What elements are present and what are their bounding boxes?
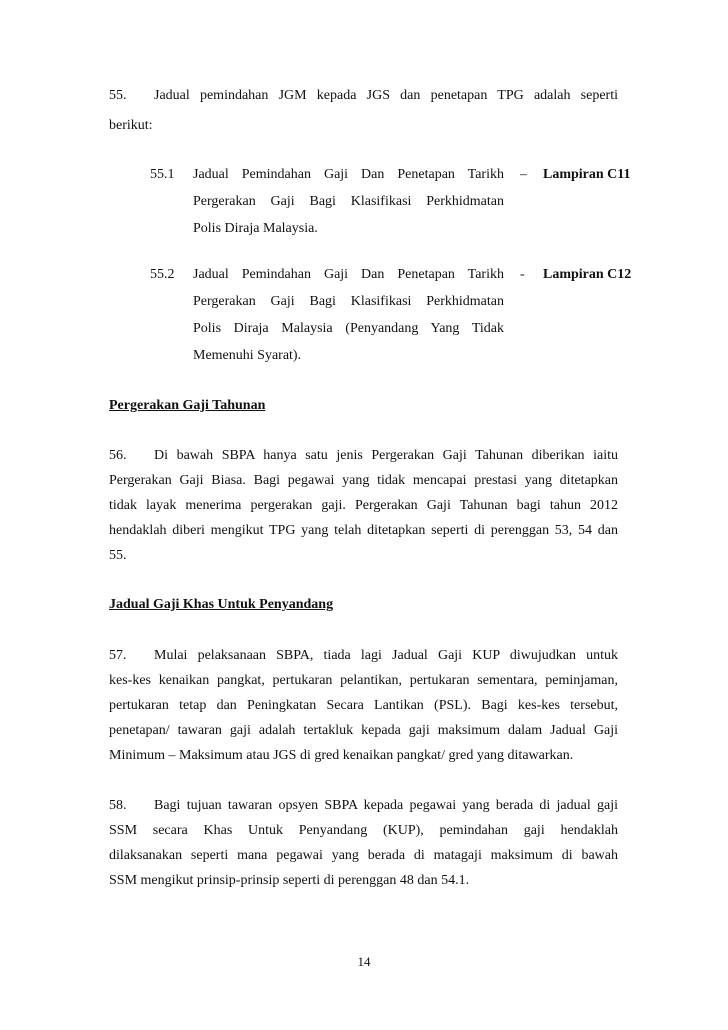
- paragraph-57-line-4: penetapan/ tawaran gaji adalah tertakluk kepada gaji maksimum dalam Jadual Gaji: [109, 723, 618, 738]
- paragraph-57-line-5: Minimum – Maksimum atau JGS di gred kenaikan pangkat/ gred yang ditawarkan.: [109, 748, 574, 763]
- paragraph-56-line-3: tidak layak menerima pergerakan gaji. Pergerakan Gaji Tahunan bagi tahun 2012: [109, 498, 618, 513]
- paragraph-56-line-2: Pergerakan Gaji Biasa. Bagi pegawai yang tidak mencapai prestasi yang ditetapkan: [109, 473, 618, 488]
- page-number: 14: [357, 954, 371, 969]
- paragraph-56-line-4: hendaklah diberi mengikut TPG yang telah ditetapkan seperti di perenggan 53, 54 dan: [109, 523, 618, 538]
- paragraph-55-line-2: berikut:: [109, 118, 153, 133]
- paragraph-58-number: 58.: [109, 798, 127, 813]
- item-55-1-line-3: Polis Diraja Malaysia.: [193, 221, 318, 236]
- item-55-2-number: 55.2: [150, 267, 175, 282]
- paragraph-57-number: 57.: [109, 648, 127, 663]
- paragraph-56-line-5: 55.: [109, 548, 127, 563]
- paragraph-55-line-1: Jadual pemindahan JGM kepada JGS dan penetapan TPG adalah seperti: [154, 88, 618, 103]
- paragraph-57-line-2: kes-kes kenaikan pangkat, pertukaran pelantikan, pertukaran sementara, peminjaman,: [109, 673, 618, 688]
- heading-pergerakan-gaji-tahunan: Pergerakan Gaji Tahunan: [109, 398, 266, 413]
- item-55-2-reference: Lampiran C12: [543, 267, 632, 282]
- paragraph-58-line-1: Bagi tujuan tawaran opsyen SBPA kepada pegawai yang berada di jadual gaji: [154, 798, 618, 813]
- item-55-1-dash: –: [520, 167, 527, 182]
- item-55-1-line-2: Pergerakan Gaji Bagi Klasifikasi Perkhidmatan: [193, 194, 504, 209]
- item-55-1-reference: Lampiran C11: [543, 167, 631, 182]
- paragraph-58-line-2: SSM secara Khas Untuk Penyandang (KUP), pemindahan gaji hendaklah: [109, 823, 618, 838]
- paragraph-56-number: 56.: [109, 448, 127, 463]
- item-55-2-line-4: Memenuhi Syarat).: [193, 348, 302, 363]
- paragraph-55-number: 55.: [109, 88, 127, 103]
- item-55-2-line-2: Pergerakan Gaji Bagi Klasifikasi Perkhidmatan: [193, 294, 504, 309]
- item-55-2-line-1: Jadual Pemindahan Gaji Dan Penetapan Tarikh: [193, 267, 504, 282]
- heading-jadual-gaji-khas: Jadual Gaji Khas Untuk Penyandang: [109, 597, 334, 612]
- item-55-1-number: 55.1: [150, 167, 175, 182]
- item-55-1-line-1: Jadual Pemindahan Gaji Dan Penetapan Tarikh: [193, 167, 504, 182]
- paragraph-56-line-1: Di bawah SBPA hanya satu jenis Pergerakan Gaji Tahunan diberikan iaitu: [154, 448, 618, 463]
- paragraph-57-line-1: Mulai pelaksanaan SBPA, tiada lagi Jadual Gaji KUP diwujudkan untuk: [154, 648, 618, 663]
- item-55-2-dash: -: [520, 267, 525, 282]
- paragraph-58-line-4: SSM mengikut prinsip-prinsip seperti di perenggan 48 dan 54.1.: [109, 873, 470, 888]
- paragraph-58-line-3: dilaksanakan seperti mana pegawai yang berada di matagaji maksimum di bawah: [109, 848, 618, 863]
- paragraph-57-line-3: pertukaran tetap dan Peningkatan Secara Lantikan (PSL). Bagi kes-kes tersebut,: [109, 698, 618, 713]
- item-55-2-line-3: Polis Diraja Malaysia (Penyandang Yang Tidak: [193, 321, 504, 336]
